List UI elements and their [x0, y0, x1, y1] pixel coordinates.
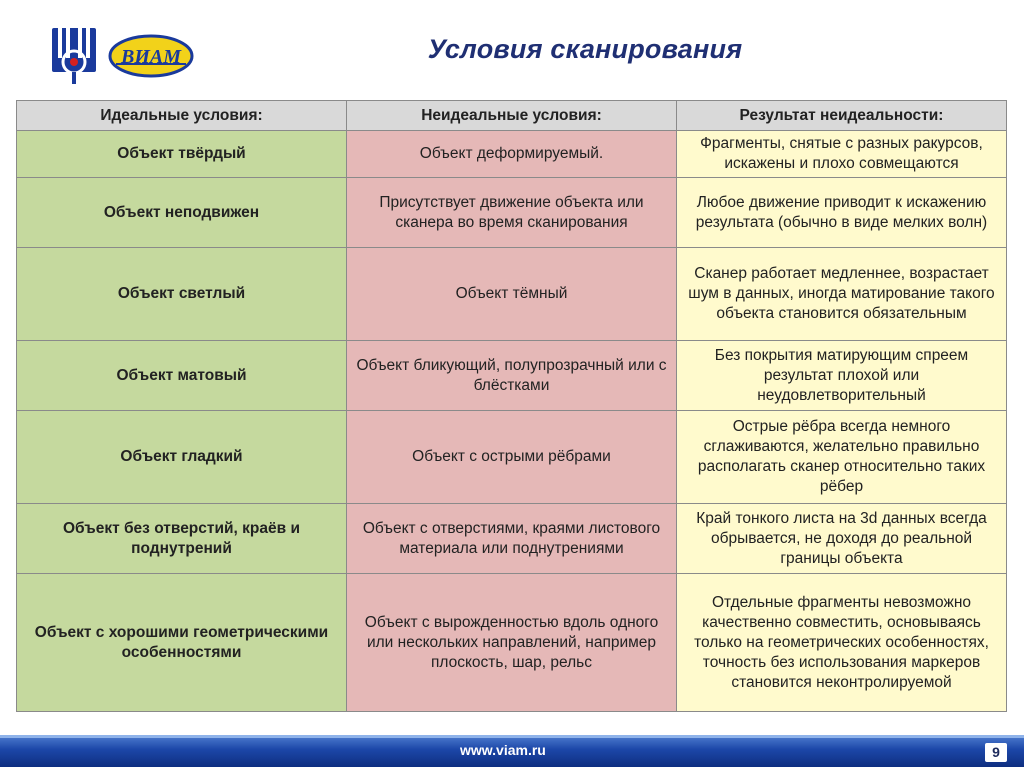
table-row — [17, 411, 1007, 504]
nonideal-cell: Присутствует движение объекта или сканера во время сканирования — [347, 178, 677, 248]
header-ideal: Идеальные условия: — [17, 101, 347, 131]
ideal-cell: Объект без отверстий, краёв и поднутрений — [17, 504, 347, 574]
table-row — [17, 248, 1007, 341]
header-result: Результат неидеальности: — [677, 101, 1007, 131]
nonideal-cell: Объект деформируемый. — [347, 131, 677, 178]
ideal-cell: Объект твёрдый — [17, 131, 347, 178]
table-row — [17, 341, 1007, 411]
nonideal-cell: Объект с отверстиями, краями листового материала или поднутрениями — [347, 504, 677, 574]
table-row — [17, 574, 1007, 712]
nonideal-cell: Объект с вырожденностью вдоль одного или нескольких направлений, например плоскость, шар, рельс — [347, 574, 677, 712]
nonideal-cell: Объект тёмный — [347, 248, 677, 341]
ideal-cell: Объект неподвижен — [17, 178, 347, 248]
header-nonideal: Неидеальные условия: — [347, 101, 677, 131]
viam-oval-logo-icon — [108, 34, 194, 78]
table-row — [17, 504, 1007, 574]
nonideal-cell: Объект бликующий, полупрозрачный или с блёстками — [347, 341, 677, 411]
footer-bar — [0, 735, 1024, 767]
table-header-row — [17, 101, 1007, 131]
result-cell: Фрагменты, снятые с разных ракурсов, искажены и плохо совмещаются — [677, 131, 1007, 178]
result-cell: Край тонкого листа на 3d данных всегда обрывается, не доходя до реальной границы объекта — [677, 504, 1007, 574]
result-cell: Без покрытия матирующим спреем результат плохой или неудовлетворительный — [677, 341, 1007, 411]
result-cell: Сканер работает медленнее, возрастает шум в данных, иногда матирование такого объекта становится обязательным — [677, 248, 1007, 341]
table-row — [17, 131, 1007, 178]
conditions-table — [16, 100, 1007, 712]
result-cell: Отдельные фрагменты невозможно качественно совместить, основываясь только на геометрических особенностях, точность без использования маркеров становится неконтролируемой — [677, 574, 1007, 712]
footer-url[interactable]: www.viam.ru — [460, 742, 546, 758]
ideal-cell: Объект гладкий — [17, 411, 347, 504]
result-cell: Острые рёбра всегда немного сглаживаются, желательно правильно располагать сканер относительно таких рёбер — [677, 411, 1007, 504]
ideal-cell: Объект матовый — [17, 341, 347, 411]
page-number: 9 — [985, 743, 1007, 762]
ideal-cell: Объект светлый — [17, 248, 347, 341]
vniiaem-emblem-icon — [52, 28, 96, 84]
result-cell: Любое движение приводит к искажению результата (обычно в виде мелких волн) — [677, 178, 1007, 248]
table-row — [17, 178, 1007, 248]
logo-text: ВИАМ — [120, 46, 182, 68]
nonideal-cell: Объект с острыми рёбрами — [347, 411, 677, 504]
page-title: Условия сканирования — [427, 34, 743, 64]
ideal-cell: Объект с хорошими геометрическими особенностями — [17, 574, 347, 712]
